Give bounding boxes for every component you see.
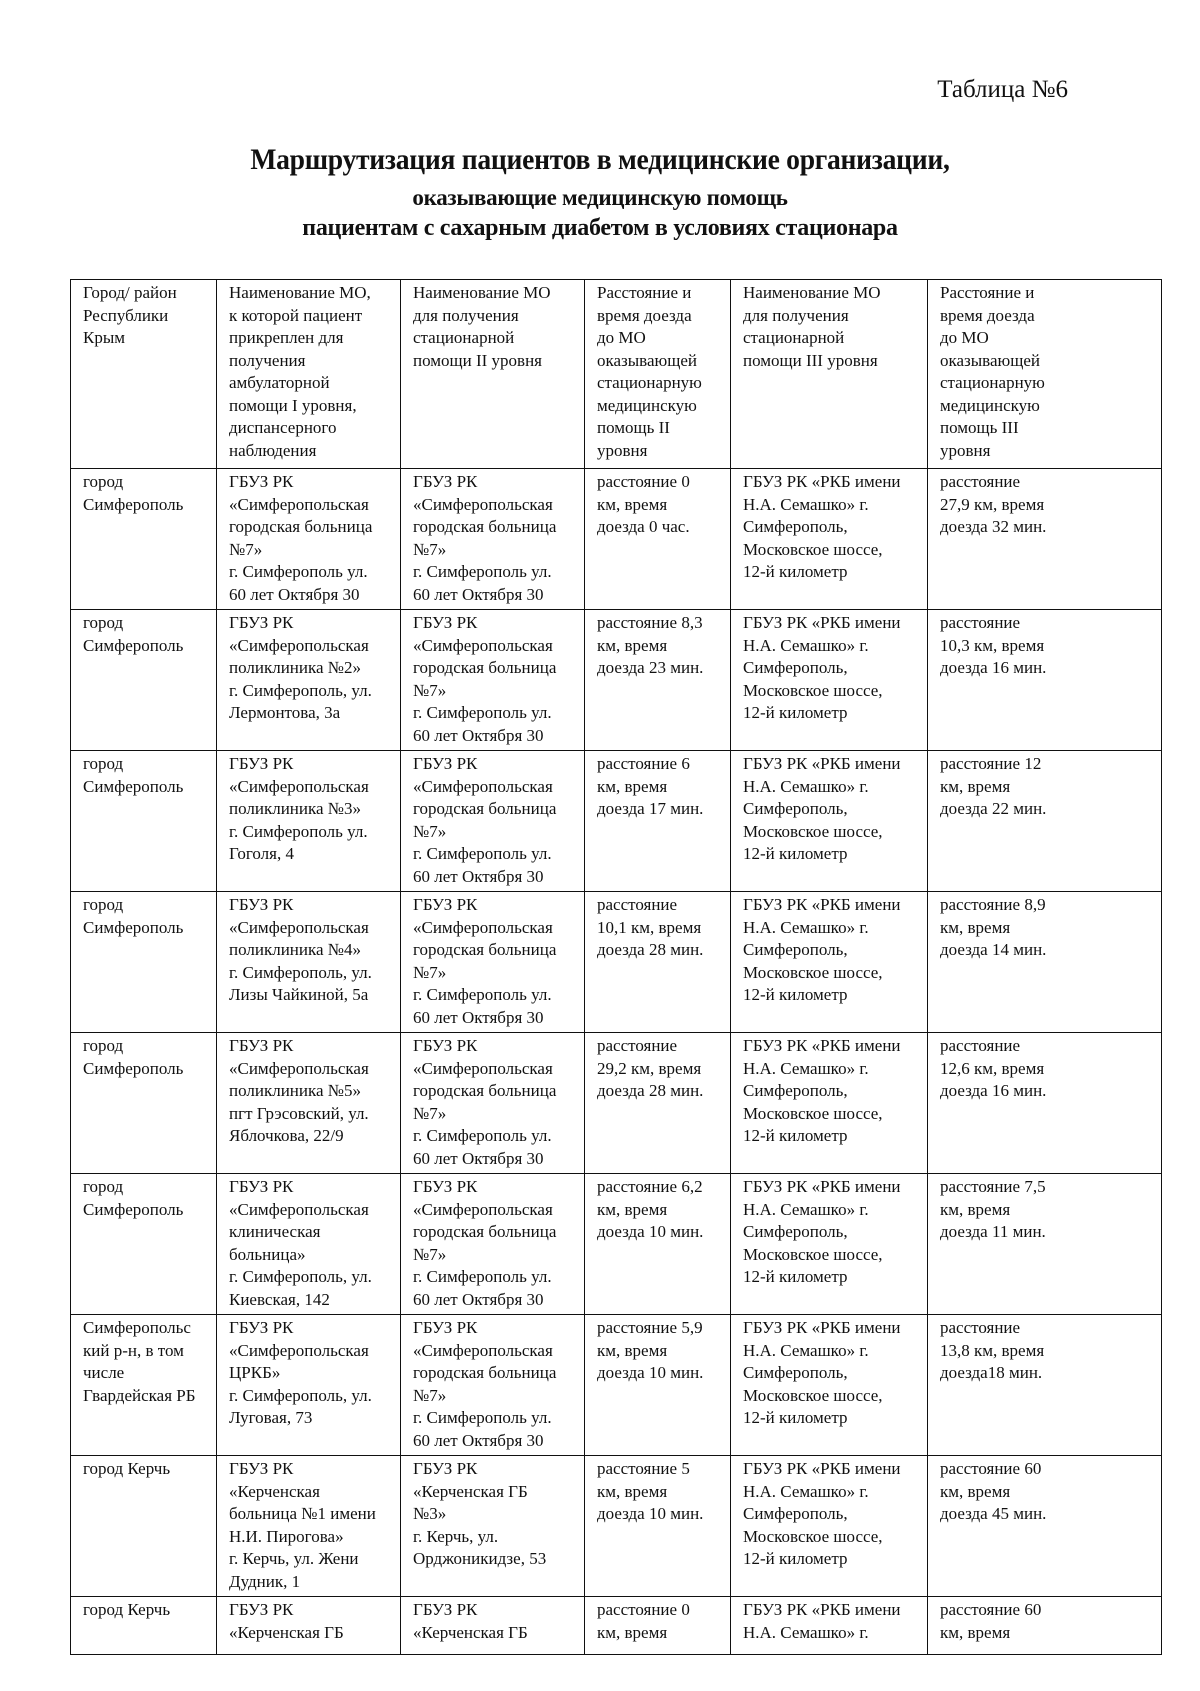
cell-city: город Симферополь xyxy=(71,892,217,1033)
cell-mo-level-2: ГБУЗ РК «Симферопольская городская больница №7» г. Симферополь ул. 60 лет Октября 30 xyxy=(401,469,585,610)
cell-distance-level-3: расстояние 27,9 км, время доезда 32 мин. xyxy=(928,469,1162,610)
table-row xyxy=(71,469,1162,610)
cell-mo-level-3: ГБУЗ РК «РКБ имени Н.А. Семашко» г. Симферополь, Московское шоссе, 12-й километр xyxy=(731,751,928,892)
cell-distance-level-3: расстояние 10,3 км, время доезда 16 мин. xyxy=(928,610,1162,751)
cell-mo-level-2: ГБУЗ РК «Симферопольская городская больница №7» г. Симферополь ул. 60 лет Октября 30 xyxy=(401,610,585,751)
cell-mo-level-1: ГБУЗ РК «Симферопольская поликлиника №4» г. Симферополь, ул. Лизы Чайкиной, 5а xyxy=(217,892,401,1033)
cell-distance-level-3: расстояние 13,8 км, время доезда18 мин. xyxy=(928,1315,1162,1456)
cell-mo-level-3: ГБУЗ РК «РКБ имени Н.А. Семашко» г. Симферополь, Московское шоссе, 12-й километр xyxy=(731,610,928,751)
cell-distance-level-2: расстояние 8,3 км, время доезда 23 мин. xyxy=(585,610,731,751)
cell-distance-level-3: расстояние 7,5 км, время доезда 11 мин. xyxy=(928,1174,1162,1315)
table-row xyxy=(71,610,1162,751)
table-header-row xyxy=(71,280,1162,469)
cell-mo-level-1: ГБУЗ РК «Керченская больница №1 имени Н.И. Пирогова» г. Керчь, ул. Жени Дудник, 1 xyxy=(217,1456,401,1597)
cell-city: город Симферополь xyxy=(71,1033,217,1174)
header-mo-level-2: Наименование МО для получения стационарной помощи II уровня xyxy=(401,280,585,469)
routing-table xyxy=(70,279,1162,1655)
cell-mo-level-1: ГБУЗ РК «Симферопольская ЦРКБ» г. Симферополь, ул. Луговая, 73 xyxy=(217,1315,401,1456)
document-title: Маршрутизация пациентов в медицинские организации, xyxy=(250,143,950,176)
table-row xyxy=(71,1033,1162,1174)
cell-city: город Симферополь xyxy=(71,1174,217,1315)
cell-mo-level-2: ГБУЗ РК «Симферопольская городская больница №7» г. Симферополь ул. 60 лет Октября 30 xyxy=(401,1174,585,1315)
cell-city: Симферопольс кий р-н, в том числе Гвардейская РБ xyxy=(71,1315,217,1456)
document-subtitle-line-1: оказывающие медицинскую помощь xyxy=(412,185,788,210)
document-subtitle-line-2: пациентам с сахарным диабетом в условиях стационара xyxy=(302,215,898,241)
cell-distance-level-2: расстояние 29,2 км, время доезда 28 мин. xyxy=(585,1033,731,1174)
cell-distance-level-3: расстояние 8,9 км, время доезда 14 мин. xyxy=(928,892,1162,1033)
cell-mo-level-2: ГБУЗ РК «Симферопольская городская больница №7» г. Симферополь ул. 60 лет Октября 30 xyxy=(401,1033,585,1174)
cell-distance-level-2: расстояние 0 км, время доезда 0 час. xyxy=(585,469,731,610)
cell-mo-level-1: ГБУЗ РК «Симферопольская поликлиника №2» г. Симферополь, ул. Лермонтова, 3а xyxy=(217,610,401,751)
cell-distance-level-3: расстояние 60 км, время xyxy=(928,1597,1162,1655)
cell-mo-level-2: ГБУЗ РК «Керченская ГБ xyxy=(401,1597,585,1655)
cell-city: город Керчь xyxy=(71,1597,217,1655)
cell-mo-level-3: ГБУЗ РК «РКБ имени Н.А. Семашко» г. xyxy=(731,1597,928,1655)
cell-mo-level-1: ГБУЗ РК «Симферопольская поликлиника №3» г. Симферополь ул. Гоголя, 4 xyxy=(217,751,401,892)
header-distance-level-3: Расстояние и время доезда до МО оказывающей стационарную медицинскую помощь III уровня xyxy=(928,280,1162,469)
cell-city: город Симферополь xyxy=(71,469,217,610)
cell-city: город Керчь xyxy=(71,1456,217,1597)
cell-city: город Симферополь xyxy=(71,610,217,751)
table-row xyxy=(71,751,1162,892)
cell-distance-level-2: расстояние 5 км, время доезда 10 мин. xyxy=(585,1456,731,1597)
cell-mo-level-2: ГБУЗ РК «Керченская ГБ №3» г. Керчь, ул. Орджоникидзе, 53 xyxy=(401,1456,585,1597)
cell-mo-level-2: ГБУЗ РК «Симферопольская городская больница №7» г. Симферополь ул. 60 лет Октября 30 xyxy=(401,892,585,1033)
cell-distance-level-2: расстояние 5,9 км, время доезда 10 мин. xyxy=(585,1315,731,1456)
cell-mo-level-1: ГБУЗ РК «Симферопольская поликлиника №5» пгт Грэсовский, ул. Яблочкова, 22/9 xyxy=(217,1033,401,1174)
cell-distance-level-2: расстояние 6,2 км, время доезда 10 мин. xyxy=(585,1174,731,1315)
cell-distance-level-2: расстояние 6 км, время доезда 17 мин. xyxy=(585,751,731,892)
header-mo-level-3: Наименование МО для получения стационарной помощи III уровня xyxy=(731,280,928,469)
table-row xyxy=(71,1456,1162,1597)
cell-mo-level-1: ГБУЗ РК «Симферопольская клиническая больница» г. Симферополь, ул. Киевская, 142 xyxy=(217,1174,401,1315)
table-row xyxy=(71,1174,1162,1315)
cell-mo-level-3: ГБУЗ РК «РКБ имени Н.А. Семашко» г. Симферополь, Московское шоссе, 12-й километр xyxy=(731,1315,928,1456)
cell-mo-level-1: ГБУЗ РК «Симферопольская городская больница №7» г. Симферополь ул. 60 лет Октября 30 xyxy=(217,469,401,610)
cell-mo-level-3: ГБУЗ РК «РКБ имени Н.А. Семашко» г. Симферополь, Московское шоссе, 12-й километр xyxy=(731,1174,928,1315)
table-row xyxy=(71,1597,1162,1655)
header-mo-level-1: Наименование МО, к которой пациент прикреплен для получения амбулаторной помощи I уровня, диспансерного наблюдения xyxy=(217,280,401,469)
header-city-district: Город/ район Республики Крым xyxy=(71,280,217,469)
table-number-label: Таблица №6 xyxy=(937,76,1068,103)
header-distance-level-2: Расстояние и время доезда до МО оказывающей стационарную медицинскую помощь II уровня xyxy=(585,280,731,469)
cell-city: город Симферополь xyxy=(71,751,217,892)
cell-mo-level-3: ГБУЗ РК «РКБ имени Н.А. Семашко» г. Симферополь, Московское шоссе, 12-й километр xyxy=(731,892,928,1033)
cell-mo-level-2: ГБУЗ РК «Симферопольская городская больница №7» г. Симферополь ул. 60 лет Октября 30 xyxy=(401,1315,585,1456)
table-row xyxy=(71,892,1162,1033)
cell-mo-level-3: ГБУЗ РК «РКБ имени Н.А. Семашко» г. Симферополь, Московское шоссе, 12-й километр xyxy=(731,469,928,610)
cell-distance-level-3: расстояние 12 км, время доезда 22 мин. xyxy=(928,751,1162,892)
cell-mo-level-3: ГБУЗ РК «РКБ имени Н.А. Семашко» г. Симферополь, Московское шоссе, 12-й километр xyxy=(731,1033,928,1174)
table-row xyxy=(71,1315,1162,1456)
cell-distance-level-3: расстояние 60 км, время доезда 45 мин. xyxy=(928,1456,1162,1597)
cell-mo-level-1: ГБУЗ РК «Керченская ГБ xyxy=(217,1597,401,1655)
cell-mo-level-2: ГБУЗ РК «Симферопольская городская больница №7» г. Симферополь ул. 60 лет Октября 30 xyxy=(401,751,585,892)
cell-distance-level-2: расстояние 10,1 км, время доезда 28 мин. xyxy=(585,892,731,1033)
cell-distance-level-2: расстояние 0 км, время xyxy=(585,1597,731,1655)
cell-distance-level-3: расстояние 12,6 км, время доезда 16 мин. xyxy=(928,1033,1162,1174)
cell-mo-level-3: ГБУЗ РК «РКБ имени Н.А. Семашко» г. Симферополь, Московское шоссе, 12-й километр xyxy=(731,1456,928,1597)
